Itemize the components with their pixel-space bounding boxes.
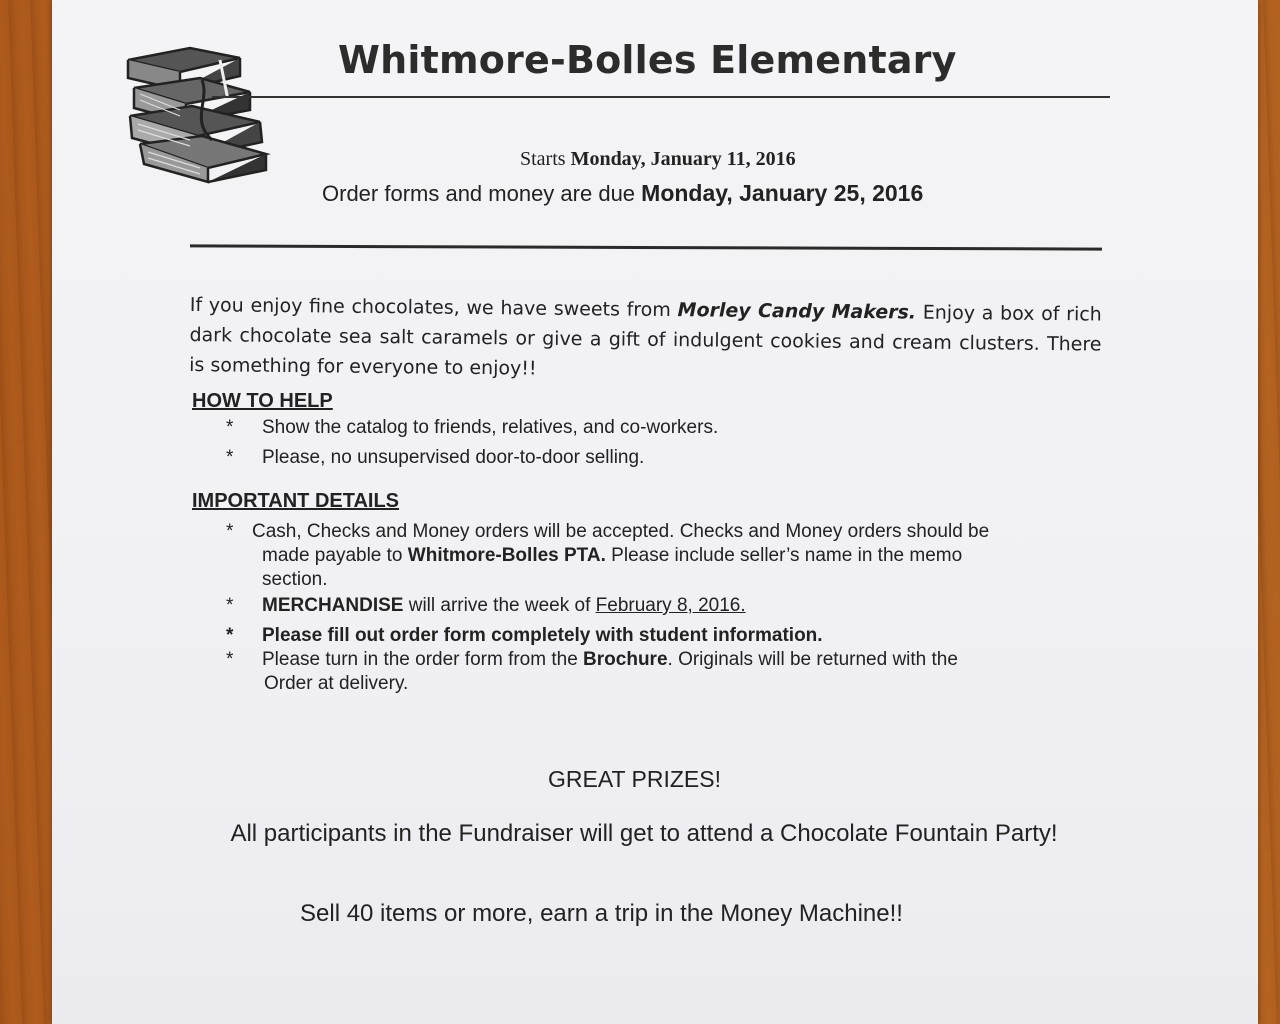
payment-line-1: Cash, Checks and Money orders will be accepted. Checks and Money orders should be xyxy=(252,521,990,542)
order-form-instruction: Please fill out order form completely with student information. xyxy=(262,625,823,646)
list-item xyxy=(226,416,718,440)
fountain-party-text: All participants in the Fundraiser will get to attend a Chocolate Fountain Party! xyxy=(230,820,1058,847)
due-date-line xyxy=(322,180,923,207)
money-machine-text: Sell 40 items or more, earn a trip in the Money Machine!! xyxy=(300,900,903,927)
brochure-label: Brochure xyxy=(583,649,668,670)
detail-item-brochure xyxy=(226,648,1106,696)
detail-item-merchandise xyxy=(226,594,746,618)
brochure-text-1: Please turn in the order form from the xyxy=(262,649,578,670)
payment-line-2b: Please include seller’s name in the memo xyxy=(611,545,963,566)
brochure-text-2: . Originals will be returned with the xyxy=(667,649,958,670)
detail-item-payment xyxy=(226,520,1106,592)
how-to-help-heading: HOW TO HELP xyxy=(192,390,333,412)
bullet-star: * xyxy=(226,649,234,670)
due-label: Order forms and money are due xyxy=(322,181,636,206)
help-item-2: Please, no unsupervised door-to-door selling. xyxy=(262,447,645,468)
due-date: Monday, January 25, 2016 xyxy=(641,180,924,206)
detail-item-order-form xyxy=(226,624,823,648)
bullet-star: * xyxy=(226,595,234,616)
school-name-title: Whitmore-Bolles Elementary xyxy=(338,38,957,82)
payment-line-3: section. xyxy=(262,569,328,590)
start-date-line xyxy=(520,148,796,171)
merchandise-text: will arrive the week of xyxy=(408,595,591,616)
header-rule xyxy=(212,96,1110,98)
stack-of-books-icon xyxy=(120,40,280,185)
delivery-date: February 8, 2016. xyxy=(595,595,746,616)
intro-text-2: Enjoy a box of rich dark chocolate sea salt caramels or give a gift of indulgent cookies and cream clusters. There is something for everyone to enjoy!! xyxy=(189,301,1102,380)
list-item xyxy=(226,446,644,470)
intro-paragraph xyxy=(189,290,1102,390)
bullet-star: * xyxy=(226,521,234,542)
payment-line-2a: made payable to xyxy=(262,545,403,566)
merchandise-label: MERCHANDISE xyxy=(262,595,404,616)
bullet-star: * xyxy=(226,447,234,468)
brand-name: Morley Candy Makers. xyxy=(677,299,917,324)
brochure-text-3: Order at delivery. xyxy=(264,673,409,694)
bullet-star: * xyxy=(226,625,234,646)
bullet-star: * xyxy=(226,417,234,438)
payee-name: Whitmore-Bolles PTA. xyxy=(407,545,606,566)
important-details-heading: IMPORTANT DETAILS xyxy=(192,490,400,512)
starts-label: Starts xyxy=(520,148,566,170)
help-item-1: Show the catalog to friends, relatives, and co-workers. xyxy=(262,417,719,438)
intro-text-1: If you enjoy fine chocolates, we have sweets from xyxy=(189,293,671,322)
prizes-heading: GREAT PRIZES! xyxy=(548,766,721,792)
start-date: Monday, January 11, 2016 xyxy=(570,148,796,170)
